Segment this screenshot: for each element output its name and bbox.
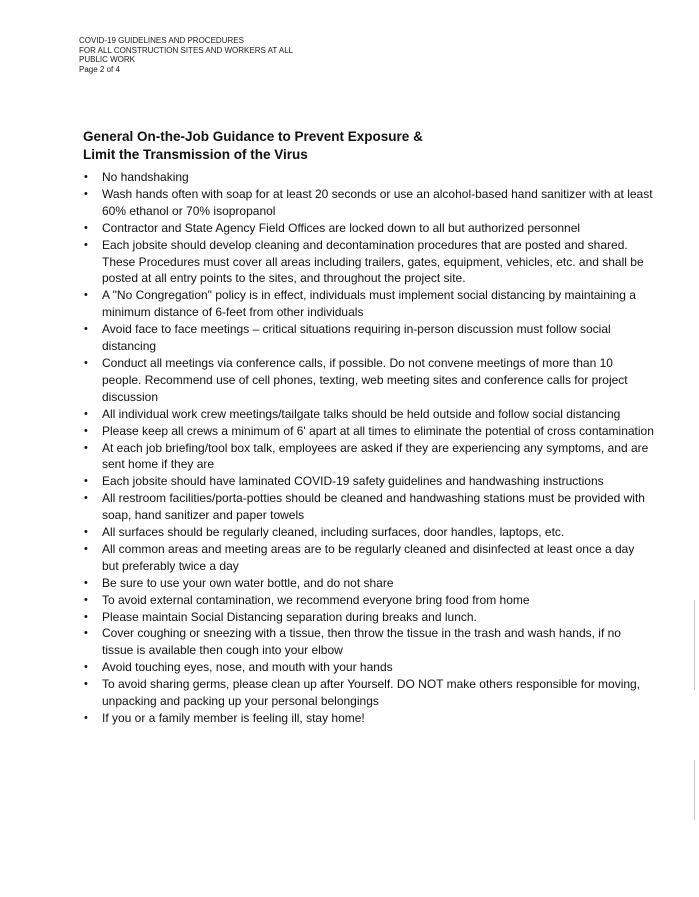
bullet-icon: •: [84, 712, 88, 724]
bullet-text: All individual work crew meetings/tailgate talks should be held outside and follow social distancing: [102, 406, 621, 421]
list-item: [84, 169, 654, 186]
bullet-text: Be sure to use your own water bottle, and do not share: [102, 575, 394, 590]
bullet-text: No handshaking: [102, 170, 189, 184]
bullet-text: Avoid face to face meetings – critical situations requiring in-person discussion must follow social distancing: [102, 322, 611, 354]
bullet-icon: •: [84, 424, 88, 437]
list-item: [84, 321, 654, 355]
bullet-text: Contractor and State Agency Field Offices are locked down to all but authorized personnel: [102, 220, 581, 235]
list-item: [84, 592, 654, 609]
scan-edge-mark: [694, 600, 695, 690]
bullet-icon: •: [84, 542, 88, 555]
list-item: [84, 710, 654, 727]
bullet-icon: •: [84, 407, 88, 420]
bullet-icon: •: [84, 221, 88, 234]
bullet-text: A "No Congregation" policy is in effect, individuals must implement social distancing by maintaining a minimum distance of 6-feet from other individuals: [102, 288, 636, 320]
list-item: [84, 186, 654, 220]
section-title-line-2: Limit the Transmission of the Virus: [83, 147, 308, 162]
bullet-text: Cover coughing or sneezing with a tissue, then throw the tissue in the trash and wash hands, if no tissue is available then cough into your elbow: [102, 626, 621, 658]
bullet-icon: •: [84, 593, 88, 606]
bullet-icon: •: [84, 526, 88, 539]
bullet-text: If you or a family member is feeling ill, stay home!: [102, 711, 365, 725]
header-line-scope-cont: PUBLIC WORK: [79, 55, 136, 64]
scan-edge-mark: [694, 760, 695, 820]
bullet-icon: •: [84, 627, 88, 640]
bullet-text: At each job briefing/tool box talk, employees are asked if they are experiencing any symptoms, and are sent home if they are: [102, 440, 649, 472]
header-page-number: Page 2 of 4: [79, 64, 120, 74]
bullet-icon: •: [84, 576, 88, 589]
document-header: [79, 36, 293, 74]
bullet-text: Wash hands often with soap for at least 20 seconds or use an alcohol-based hand sanitizer with at least 60% ethanol or 70% isopropanol: [102, 186, 653, 218]
list-item: [84, 676, 654, 710]
bullet-icon: •: [84, 475, 88, 488]
bullet-icon: •: [84, 678, 88, 691]
bullet-text: All common areas and meeting areas are to be regularly cleaned and disinfected at least once a day but preferably twice a day: [102, 541, 635, 573]
bullet-icon: •: [84, 356, 88, 369]
bullet-icon: •: [84, 238, 88, 251]
list-item: [84, 659, 654, 676]
list-item: [84, 541, 654, 575]
list-item: [84, 575, 654, 592]
bullet-text: To avoid external contamination, we recommend everyone bring food from home: [102, 592, 530, 607]
bullet-text: Each jobsite should develop cleaning and decontamination procedures that are posted and shared. These Procedures must cover all areas including trailers, gates, equipment, vehicles, etc. and shall be posted at all entry points to the sites, and throughout the project site.: [102, 237, 644, 286]
bullet-icon: •: [84, 289, 88, 302]
guidance-bullet-list: [84, 169, 654, 727]
bullet-text: Conduct all meetings via conference calls, if possible. Do not convene meetings of more than 10 people. Recommend use of cell phones, texting, web meeting sites and conference calls for project discussion: [102, 355, 628, 404]
bullet-icon: •: [84, 441, 88, 454]
bullet-text: To avoid sharing germs, please clean up after Yourself. DO NOT make others responsible for moving, unpacking and packing up your personal belongings: [102, 677, 641, 709]
list-item: [84, 473, 654, 490]
list-item: [84, 237, 654, 288]
bullet-text: All restroom facilities/porta-potties should be cleaned and handwashing stations must be provided with soap, hand sanitizer and paper towels: [102, 491, 645, 523]
bullet-text: All surfaces should be regularly cleaned, including surfaces, door handles, laptops, etc.: [102, 525, 565, 540]
section-title: [83, 128, 643, 164]
list-item: [84, 490, 654, 524]
bullet-text: Avoid touching eyes, nose, and mouth with your hands: [102, 660, 393, 675]
bullet-text: Please keep all crews a minimum of 6' apart at all times to eliminate the potential of cross contamination: [102, 423, 654, 438]
list-item: [84, 524, 654, 541]
list-item: [84, 625, 654, 659]
bullet-icon: •: [84, 323, 88, 336]
section-title-line-1: General On-the-Job Guidance to Prevent Exposure &: [83, 129, 423, 144]
list-item: [84, 406, 654, 423]
list-item: [84, 220, 654, 237]
list-item: [84, 287, 654, 321]
header-line-scope: FOR ALL CONSTRUCTION SITES AND WORKERS AT ALL: [79, 45, 294, 55]
list-item: [84, 355, 654, 406]
bullet-icon: •: [84, 187, 88, 200]
list-item: [84, 440, 654, 474]
bullet-icon: •: [84, 171, 88, 183]
header-line-title: COVID-19 GUIDELINES AND PROCEDURES: [79, 36, 244, 45]
list-item: [84, 609, 654, 626]
bullet-text: Please maintain Social Distancing separation during breaks and lunch.: [102, 609, 477, 624]
bullet-text: Each jobsite should have laminated COVID-19 safety guidelines and handwashing instructions: [102, 474, 604, 489]
bullet-icon: •: [84, 661, 88, 674]
bullet-icon: •: [84, 610, 88, 623]
list-item: [84, 423, 654, 440]
bullet-icon: •: [84, 492, 88, 505]
